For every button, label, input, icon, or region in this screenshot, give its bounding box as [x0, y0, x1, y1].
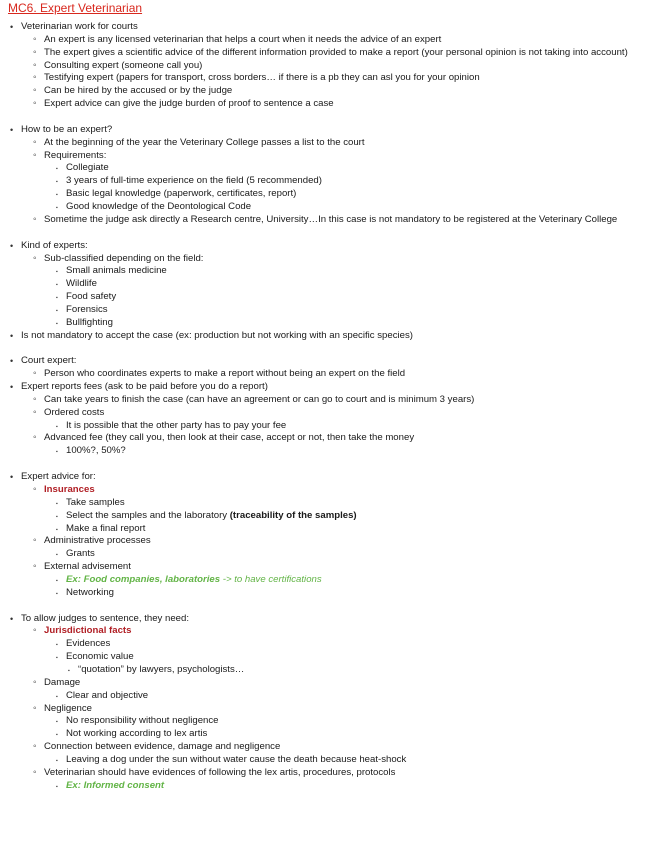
list-item: ◦ An expert is any licensed veterinarian that helps a court when it needs the advice of an expert [8, 34, 640, 47]
requirement-item: ▪ Collegiate [8, 162, 640, 175]
requirement-item: ▪ Good knowledge of the Deontological Code [8, 201, 640, 214]
list-item: ◦ At the beginning of the year the Veterinary College passes a list to the court [8, 137, 640, 150]
page-title: MC6. Expert Veterinarian [8, 1, 143, 15]
example-note: -> to have certifications [220, 573, 322, 585]
list-item: ◦ Sub-classified depending on the field: [8, 253, 640, 266]
section-courts [8, 21, 640, 111]
list-item: ◦ Requirements: [8, 150, 640, 163]
field-item: ▪ Small animals medicine [8, 265, 640, 278]
advice-heading: • Expert advice for: [8, 471, 640, 484]
example-text: Ex: Food companies, laboratories [66, 573, 221, 585]
list-item: ▪ Economic value [8, 651, 640, 664]
fees-heading: • Expert reports fees (ask to be paid before you do a report) [8, 381, 640, 394]
traceability-text: (traceability of the samples) [229, 509, 357, 521]
list-item: ◦ Can be hired by the accused or by the judge [8, 85, 640, 98]
list-item: ◦ Advanced fee (they call you, then look at their case, accept or not, then take the money [8, 432, 640, 445]
kinds-heading: • Kind of experts: [8, 240, 640, 253]
list-item: ▪ Grants [8, 548, 640, 561]
list-item: ▪ Make a final report [8, 523, 640, 536]
list-item: ◦ Testifying expert (papers for transport, cross borders… if there is a pb they can asl you for your opinion [8, 72, 640, 85]
list-item: ◦ The expert gives a scientific advice of the different information provided to make a report (your personal opinion is not taking into account) [8, 47, 640, 60]
list-item: ◦ Person who coordinates experts to make a report without being an expert on the field [8, 368, 640, 381]
list-item [8, 574, 640, 587]
field-item: ▪ Bullfighting [8, 317, 640, 330]
jurisdictional-heading: ◦ Jurisdictional facts [8, 625, 640, 638]
list-item: ▪ Leaving a dog under the sun without water cause the death because heat-shock [8, 754, 640, 767]
section-advice [8, 471, 640, 599]
field-item: ▪ Food safety [8, 291, 640, 304]
list-item: ▪ Not working according to lex artis [8, 728, 640, 741]
list-item: ▪ 100%?, 50%? [8, 445, 640, 458]
list-item: ◦ Negligence [8, 703, 640, 716]
list-item: ◦ Connection between evidence, damage and negligence [8, 741, 640, 754]
section-court-expert [8, 355, 640, 458]
list-item [8, 510, 640, 523]
list-item: ▪ No responsibility without negligence [8, 715, 640, 728]
list-item: ▪ Evidences [8, 638, 640, 651]
list-item: ▪ Take samples [8, 497, 640, 510]
list-item: ◦ External advisement [8, 561, 640, 574]
list-item: ◦ Sometime the judge ask directly a Research centre, University…In this case is not mandatory to be registered at the Veterinary College [8, 214, 640, 227]
sentence-heading: • To allow judges to sentence, they need: [8, 613, 640, 626]
field-item: ▪ Forensics [8, 304, 640, 317]
list-item: ◦ Can take years to finish the case (can have an agreement or can go to court and is minimum 3 years) [8, 394, 640, 407]
section-how-to [8, 124, 640, 227]
list-item: ◦ Administrative processes [8, 535, 640, 548]
list-item: ▪ It is possible that the other party has to pay your fee [8, 420, 640, 433]
insurances-heading: ◦ Insurances [8, 484, 640, 497]
example-text: ▪ Ex: Informed consent [8, 780, 640, 793]
field-item: ▪ Wildlife [8, 278, 640, 291]
section-kinds [8, 240, 640, 343]
list-item-text: Select the samples and the laboratory [66, 509, 230, 521]
requirement-item: ▪ Basic legal knowledge (paperwork, certificates, report) [8, 188, 640, 201]
list-item: ◦ Consulting expert (someone call you) [8, 60, 640, 73]
how-to-heading: • How to be an expert? [8, 124, 640, 137]
list-item: ◦ Ordered costs [8, 407, 640, 420]
requirement-item: ▪ 3 years of full-time experience on the field (5 recommended) [8, 175, 640, 188]
list-item: ▪ Networking [8, 587, 640, 600]
courts-heading: • Veterinarian work for courts [8, 21, 640, 34]
list-item: ▪ Clear and objective [8, 690, 640, 703]
section-sentence [8, 613, 640, 793]
list-item: ◦ Damage [8, 677, 640, 690]
list-item: • Is not mandatory to accept the case (ex: production but not working with an specific species) [8, 330, 640, 343]
list-item: ◦ Expert advice can give the judge burden of proof to sentence a case [8, 98, 640, 111]
court-expert-heading: • Court expert: [8, 355, 640, 368]
list-item: ◦ Veterinarian should have evidences of following the lex artis, procedures, protocols [8, 767, 640, 780]
list-item: ▪ “quotation” by lawyers, psychologists… [8, 664, 640, 677]
